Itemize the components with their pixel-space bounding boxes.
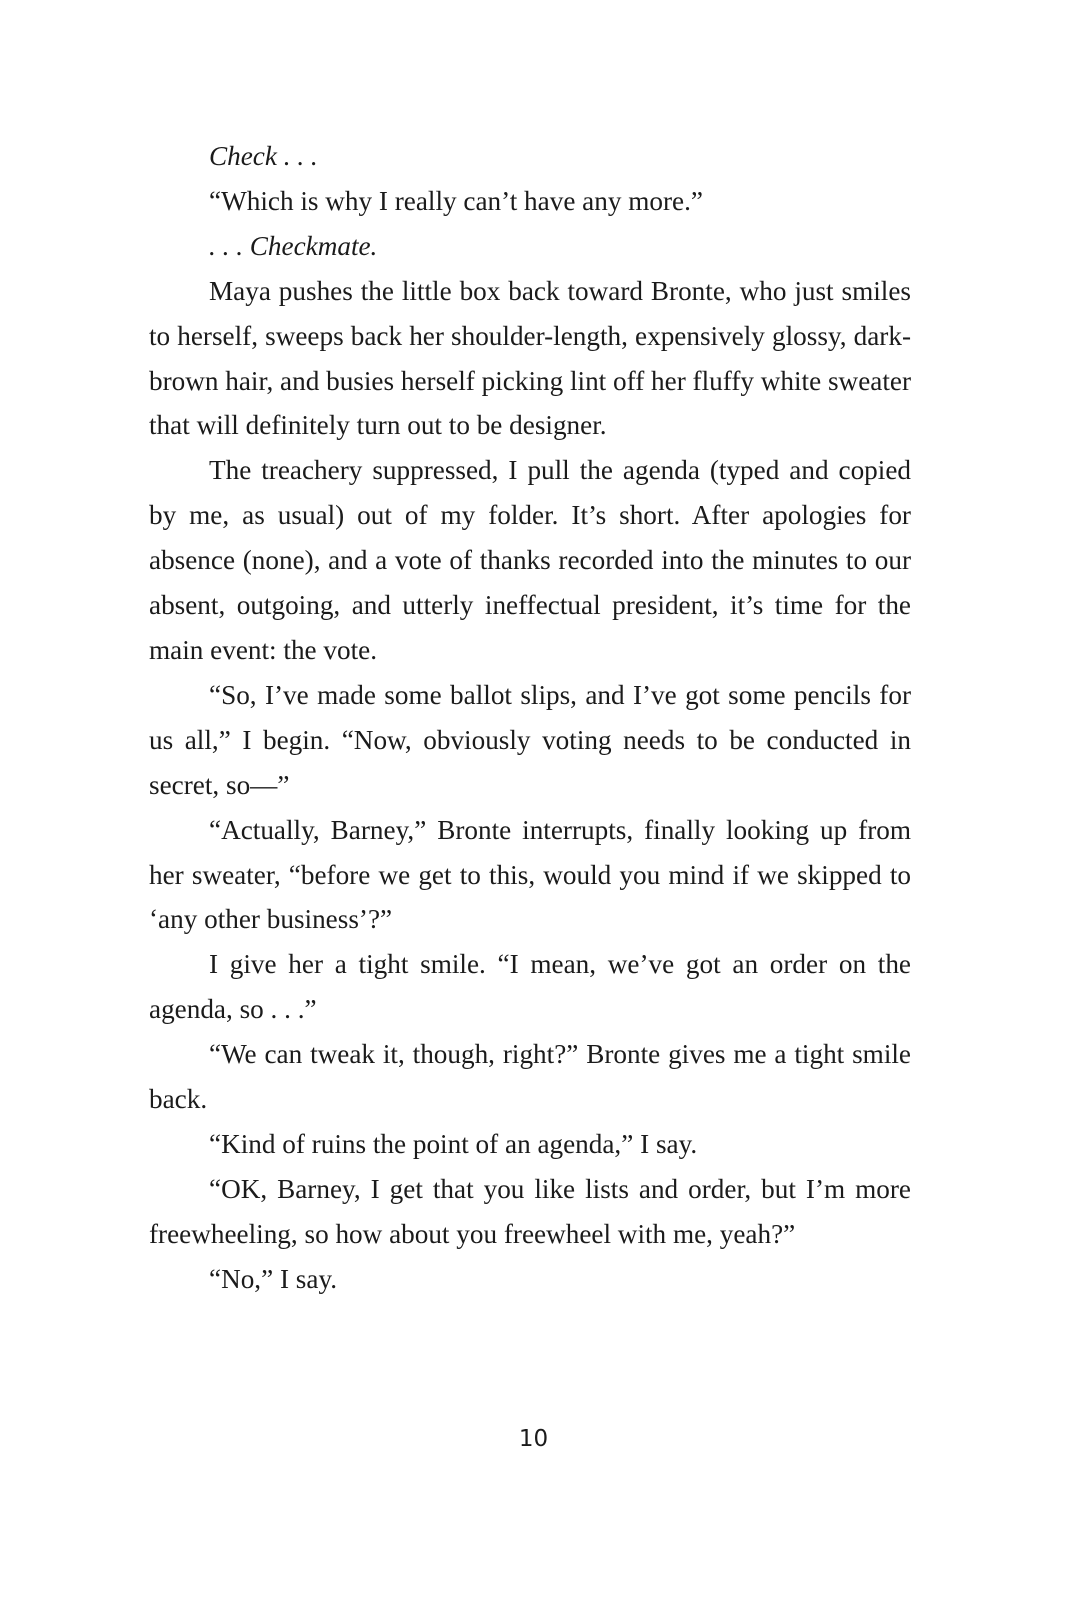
paragraph-which-is-why: “Which is why I really can’t have any more.” [209,185,703,216]
paragraph-tight-smile: I give her a tight smile. “I mean, we’ve got an order on the agenda, so . . .” [149,949,911,1025]
paragraph-no: “No,” I say. [209,1263,338,1294]
paragraph-tweak-it: “We can tweak it, though, right?” Bronte gives me a tight smile back. [149,1039,911,1115]
paragraph-actually-barney: “Actually, Barney,” Bronte interrupts, finally looking up from her sweater, “before we get to this, would you mind if we skipped to ‘any other business’?” [149,814,911,935]
body-text [149,134,911,1302]
paragraph-checkmate: . . . Checkmate. [209,230,378,261]
paragraph-ruins-agenda: “Kind of ruins the point of an agenda,” I say. [209,1128,698,1159]
paragraph-treachery: The treachery suppressed, I pull the agenda (typed and copied by me, as usual) out of my folder. It’s short. After apologies for absence (none), and a vote of thanks recorded into the minutes to our absent, outgoing, and utterly ineffectual president, it’s time for the main event: the vote. [149,455,911,665]
paragraph-maya-pushes: Maya pushes the little box back toward Bronte, who just smiles to herself, sweeps back her shoulder-length, expensively glossy, dark-brown hair, and busies herself picking lint off her fluffy white sweater that will definitely turn out to be designer. [149,275,911,441]
page-number: 10 [518,1426,549,1452]
paragraph-freewheeling: “OK, Barney, I get that you like lists and order, but I’m more freewheeling, so how about you freewheel with me, yeah?” [149,1173,911,1249]
paragraph-ballot-slips: “So, I’ve made some ballot slips, and I’ve got some pencils for us all,” I begin. “Now, obviously voting needs to be conducted in secret, so—” [149,679,911,800]
paragraph-check: Check . . . [209,141,318,171]
